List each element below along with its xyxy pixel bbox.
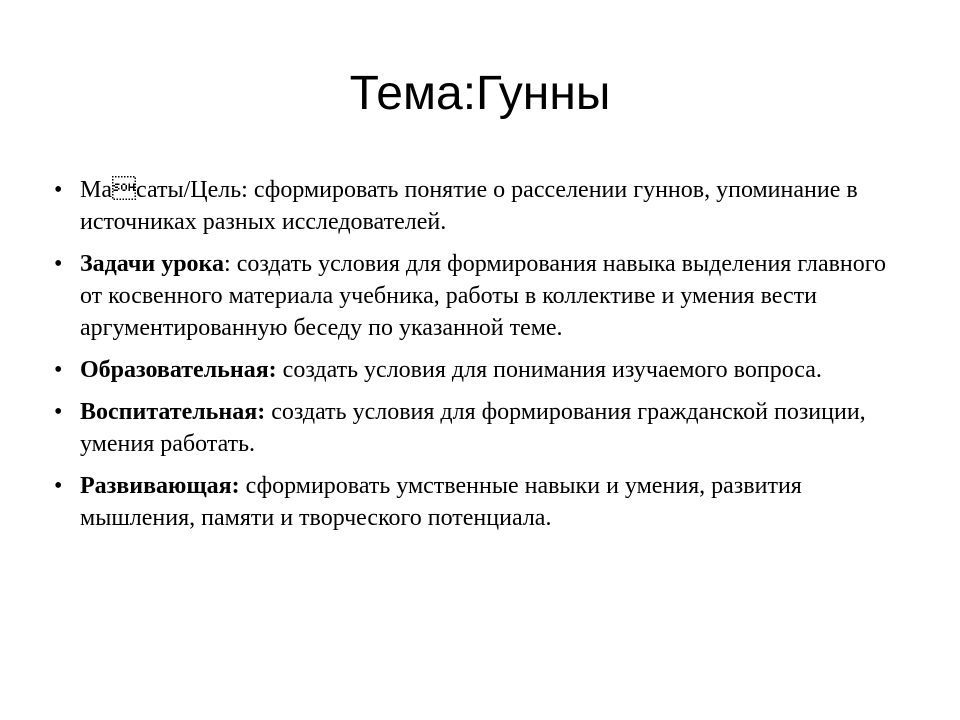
bullet-body: сформировать умственные навыки и умения, развития мышления, памяти и творческого потенциала. bbox=[80, 473, 802, 531]
bullet-body: создать условия для формирования гражданской позиции, умения работать. bbox=[80, 399, 866, 457]
bullet-lead: Воспитательная: bbox=[80, 399, 266, 425]
bullet-lead: Развивающая: bbox=[80, 473, 240, 499]
slide-title: Тема:Гунны bbox=[349, 67, 611, 120]
bullet-body: Масаты/Цель: сформировать понятие о расселении гуннов, упоминание в источниках разных исследователей. bbox=[80, 177, 858, 235]
bullet-icon: • bbox=[54, 357, 63, 383]
bullet-lead: Задачи урока bbox=[80, 251, 225, 277]
bullet-icon: • bbox=[54, 399, 63, 425]
bullet-item-goal bbox=[54, 174, 914, 238]
bullet-lead: Образовательная: bbox=[80, 357, 277, 383]
bullet-text bbox=[80, 177, 858, 235]
bullet-body: : создать условия для формирования навыка выделения главного от косвенного материала учебника, работы в коллективе и умения вести аргументированную беседу по указанной теме. bbox=[80, 251, 887, 341]
bullet-item-educational bbox=[54, 354, 914, 386]
bullet-icon: • bbox=[54, 177, 63, 203]
bullet-text bbox=[80, 399, 866, 457]
bullet-text bbox=[80, 357, 822, 383]
bullet-body: создать условия для понимания изучаемого вопроса. bbox=[276, 357, 822, 383]
bullet-icon: • bbox=[54, 473, 63, 499]
bullet-item-upbringing bbox=[54, 396, 914, 460]
bullet-list bbox=[54, 174, 914, 544]
bullet-text bbox=[80, 473, 802, 531]
bullet-icon: • bbox=[54, 251, 63, 277]
bullet-item-developmental bbox=[54, 470, 914, 534]
bullet-item-tasks bbox=[54, 248, 914, 344]
bullet-text bbox=[80, 251, 886, 341]
